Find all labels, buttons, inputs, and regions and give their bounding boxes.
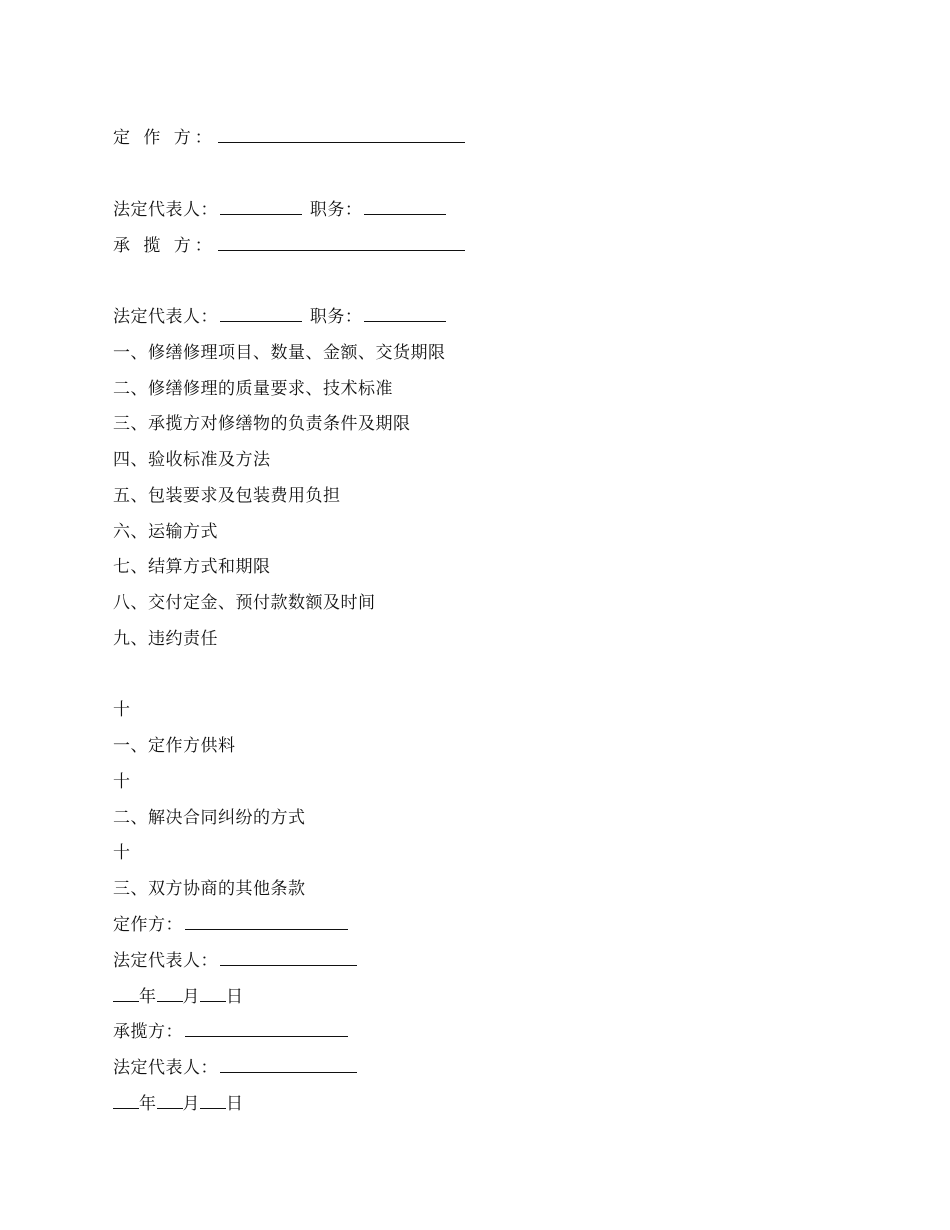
clause-prefix: 十	[113, 772, 131, 792]
maker-label: 定 作 方：	[113, 128, 216, 148]
sign-maker-line	[113, 913, 350, 937]
contractor-line	[113, 234, 467, 258]
clause-item: 二、解决合同纠纷的方式	[113, 808, 306, 828]
contractor-rep-label: 法定代表人：	[113, 307, 218, 327]
clause-item: 三、双方协商的其他条款	[113, 879, 306, 899]
clause-item: 八、交付定金、预付款数额及时间	[113, 593, 376, 613]
clause-item: 二、修缮修理的质量要求、技术标准	[113, 379, 393, 399]
contractor-position-blank	[364, 307, 446, 322]
maker-line	[113, 126, 467, 150]
contractor-rep-line	[113, 305, 448, 329]
maker-position-blank	[364, 200, 446, 215]
year-blank	[113, 1094, 139, 1109]
sign-contractor-line	[113, 1020, 350, 1044]
maker-position-label: 职务：	[309, 200, 363, 220]
year-blank	[113, 987, 139, 1002]
maker-rep-blank	[220, 200, 302, 215]
sign-contractor-rep-line	[113, 1056, 359, 1080]
sign-maker-label: 定作方：	[113, 915, 183, 935]
maker-rep-label: 法定代表人：	[113, 200, 218, 220]
sign-maker-date	[113, 985, 244, 1009]
clause-item: 一、修缮修理项目、数量、金额、交货期限	[113, 343, 446, 363]
day-label: 日	[226, 1094, 244, 1114]
sign-contractor-label: 承揽方：	[113, 1022, 183, 1042]
clause-item: 七、结算方式和期限	[113, 557, 271, 577]
day-label: 日	[226, 987, 244, 1007]
month-label: 月	[182, 987, 200, 1007]
day-blank	[200, 987, 226, 1002]
contractor-label: 承 揽 方：	[113, 236, 216, 256]
sign-maker-rep-label: 法定代表人：	[113, 951, 218, 971]
month-label: 月	[182, 1094, 200, 1114]
month-blank	[157, 987, 183, 1002]
day-blank	[200, 1094, 226, 1109]
sign-maker-blank	[185, 915, 348, 930]
contractor-blank	[218, 236, 465, 251]
sign-contractor-rep-label: 法定代表人：	[113, 1058, 218, 1078]
clause-item: 一、定作方供料	[113, 736, 236, 756]
year-label: 年	[139, 987, 157, 1007]
contractor-rep-blank	[220, 307, 302, 322]
clause-item: 九、违约责任	[113, 629, 218, 649]
sign-maker-rep-blank	[220, 951, 357, 966]
maker-blank	[218, 128, 465, 143]
clause-item: 六、运输方式	[113, 522, 218, 542]
clause-prefix: 十	[113, 700, 131, 720]
month-blank	[157, 1094, 183, 1109]
clause-item: 五、包装要求及包装费用负担	[113, 486, 341, 506]
sign-contractor-date	[113, 1092, 244, 1116]
clause-item: 四、验收标准及方法	[113, 450, 271, 470]
clause-prefix: 十	[113, 843, 131, 863]
sign-contractor-rep-blank	[220, 1058, 357, 1073]
maker-rep-line	[113, 198, 448, 222]
contractor-position-label: 职务：	[309, 307, 363, 327]
year-label: 年	[139, 1094, 157, 1114]
sign-contractor-blank	[185, 1022, 348, 1037]
sign-maker-rep-line	[113, 949, 359, 973]
clause-item: 三、承揽方对修缮物的负责条件及期限	[113, 414, 411, 434]
